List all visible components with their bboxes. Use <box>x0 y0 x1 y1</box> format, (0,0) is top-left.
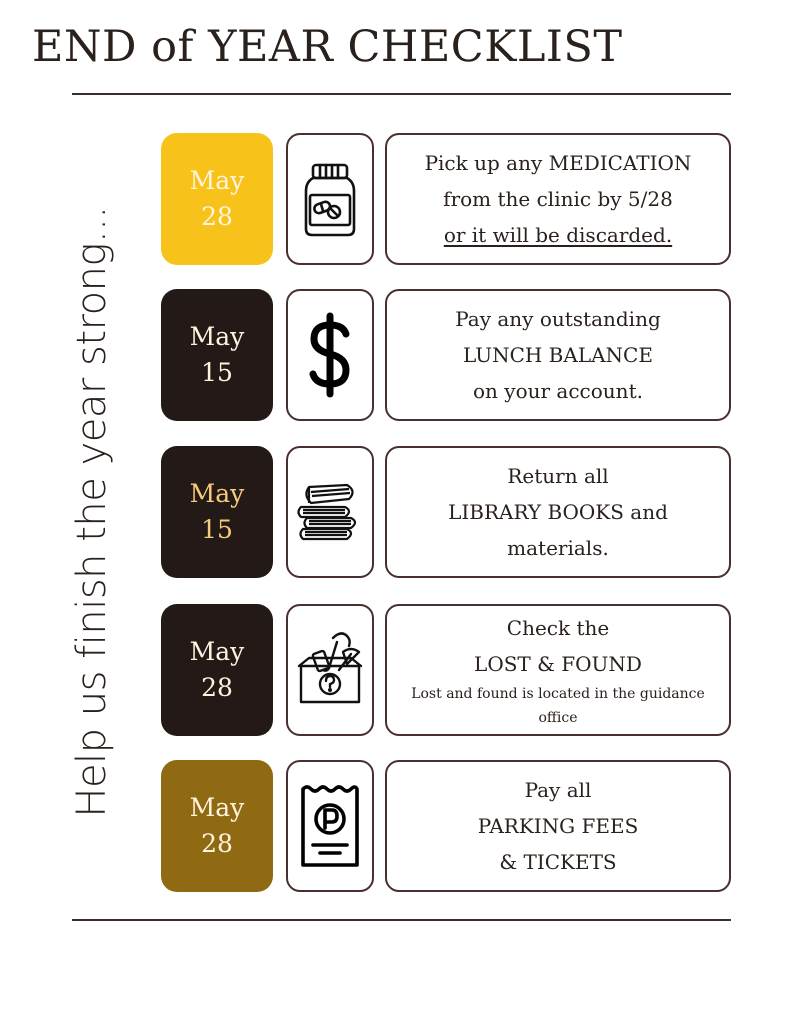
date-day: 28 <box>201 829 233 858</box>
date-month: May <box>189 322 245 351</box>
date-badge <box>161 604 273 736</box>
side-slogan: Help us finish the year strong... <box>69 206 115 818</box>
bottom-divider <box>72 919 731 921</box>
icon-frame <box>286 760 374 892</box>
date-day: 28 <box>201 202 233 231</box>
top-divider <box>72 93 731 95</box>
dollar-sign-icon <box>305 310 355 400</box>
checklist-item-parking-fees <box>161 760 731 892</box>
item-line-1: Return all <box>507 464 609 488</box>
item-description <box>385 133 731 265</box>
item-line-3: & TICKETS <box>499 850 617 874</box>
checklist-item-medication <box>161 133 731 265</box>
item-description <box>385 289 731 421</box>
item-description <box>385 446 731 578</box>
date-month: May <box>189 479 245 508</box>
item-line-2: LOST & FOUND <box>474 652 642 676</box>
item-line-3: materials. <box>507 536 609 560</box>
icon-frame <box>286 289 374 421</box>
checklist-item-lost-found <box>161 604 731 736</box>
date-month: May <box>189 166 245 195</box>
item-description <box>385 760 731 892</box>
item-line-2: LIBRARY BOOKS and <box>448 500 668 524</box>
date-day: 15 <box>201 358 233 387</box>
item-line-1: Check the <box>506 616 610 640</box>
item-line-3: Lost and found is located in the guidance office <box>411 686 705 726</box>
date-badge <box>161 760 273 892</box>
date-month: May <box>189 793 245 822</box>
icon-frame <box>286 446 374 578</box>
checklist-item-library-books <box>161 446 731 578</box>
item-line-2: LUNCH BALANCE <box>463 343 653 367</box>
date-badge <box>161 446 273 578</box>
item-line-1: Pick up any MEDICATION <box>424 151 692 175</box>
parking-ticket-icon <box>298 781 362 871</box>
date-day: 15 <box>201 515 233 544</box>
item-line-2: from the clinic by 5/28 <box>443 187 673 211</box>
item-line-2: PARKING FEES <box>477 814 639 838</box>
item-description <box>385 604 731 736</box>
item-line-1: Pay all <box>524 778 592 802</box>
books-stack-icon <box>295 477 365 547</box>
lost-found-box-icon <box>293 630 367 710</box>
medicine-jar-icon <box>299 159 361 239</box>
page-title: END of YEAR CHECKLIST <box>32 22 623 72</box>
icon-frame <box>286 133 374 265</box>
date-badge <box>161 289 273 421</box>
checklist-item-lunch-balance <box>161 289 731 421</box>
item-line-3: on your account. <box>473 379 643 403</box>
date-day: 28 <box>201 673 233 702</box>
date-month: May <box>189 637 245 666</box>
item-line-1: Pay any outstanding <box>455 307 661 331</box>
icon-frame <box>286 604 374 736</box>
item-line-3: or it will be discarded. <box>443 223 673 247</box>
date-badge <box>161 133 273 265</box>
